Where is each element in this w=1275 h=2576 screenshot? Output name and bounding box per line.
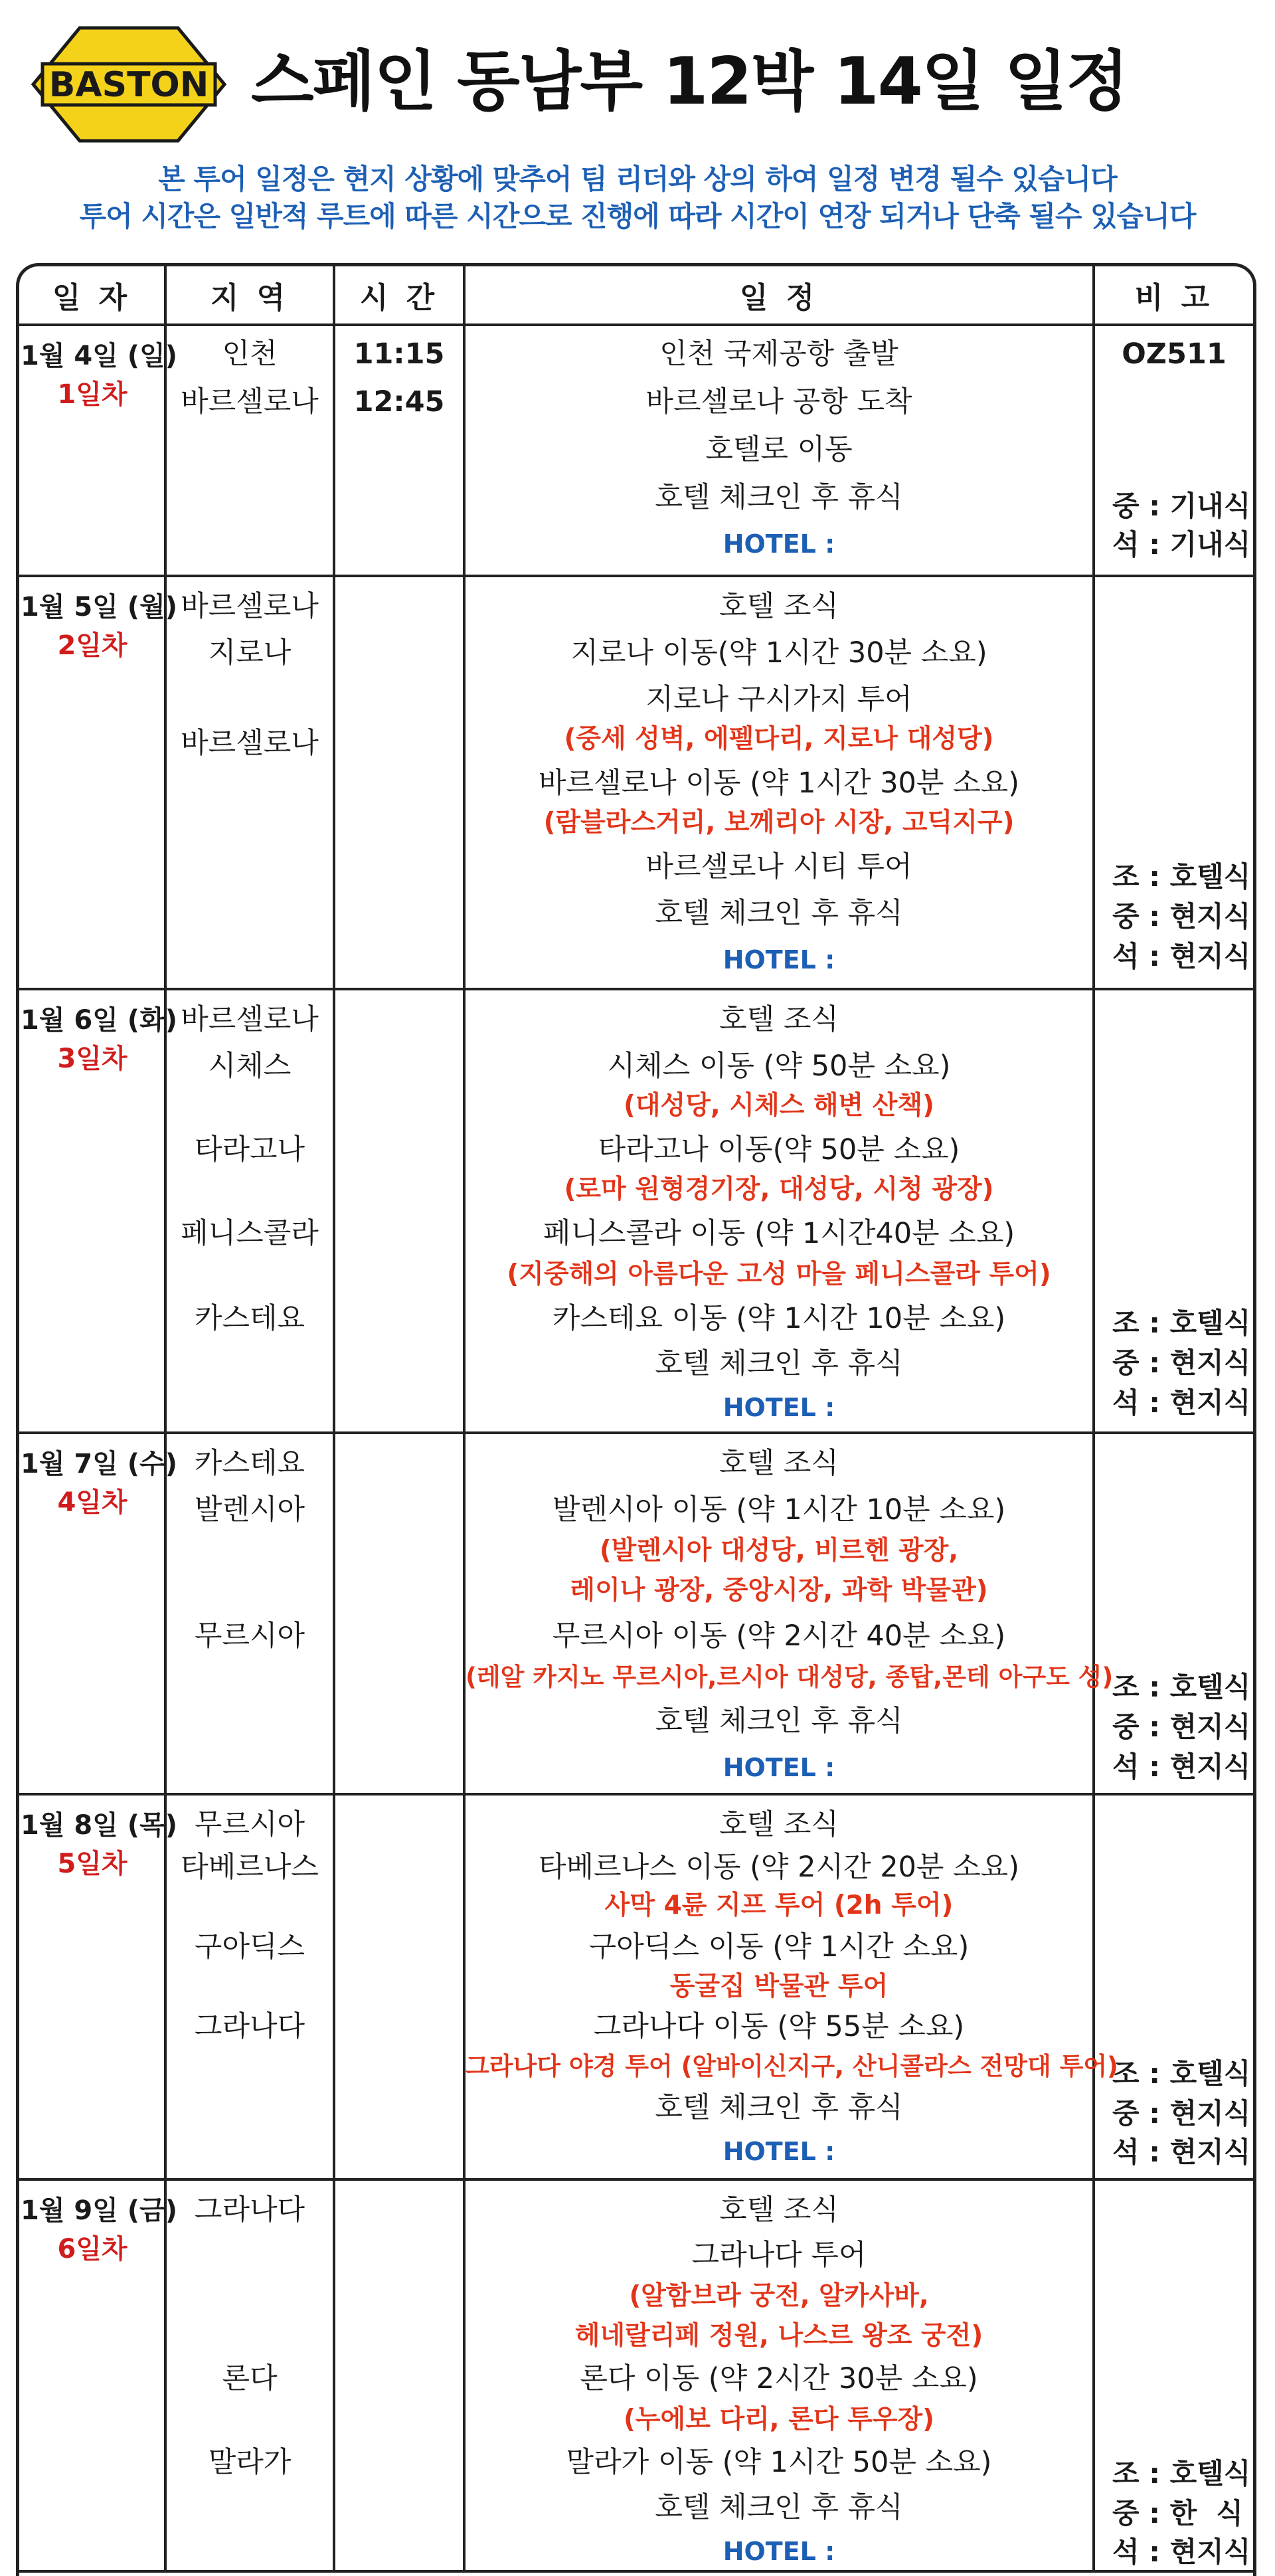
region-label: 카스테요	[194, 1302, 305, 1335]
schedule-item: 타라고나 이동(약 50분 소요)	[598, 1133, 960, 1166]
notes-cell	[1095, 2181, 1253, 2570]
schedule-cell	[466, 1434, 1114, 1793]
region-label: 무르시아	[194, 1808, 305, 1841]
meal-note: 조 : 호텔식	[1112, 2457, 1251, 2490]
notes-cell	[1095, 577, 1253, 988]
schedule-item: 시체스 이동 (약 50분 소요)	[607, 1050, 951, 1083]
schedule-highlight: (대성당, 시체스 해변 산책)	[624, 1091, 934, 1121]
schedule-item: 발렌시아 이동 (약 1시간 10분 소요)	[552, 1493, 1006, 1526]
date-label: 1월 4일 (일)	[21, 341, 177, 371]
time-cell	[335, 326, 466, 575]
hotel-label: HOTEL :	[722, 2137, 835, 2166]
time-label: 11:15	[353, 337, 445, 371]
schedule-highlight: (로마 원형경기장, 대성당, 시청 광장)	[564, 1174, 994, 1204]
meal-note: 조 : 호텔식	[1112, 1671, 1251, 1703]
region-label: 무르시아	[194, 1619, 305, 1653]
notice-line-1: 본 투어 일정은 현지 상황에 맞추어 팀 리더와 상의 하여 일정 변경 될수 있습니다	[158, 163, 1117, 195]
schedule-item: 호텔 체크인 후 휴식	[655, 1704, 903, 1738]
date-label: 1월 9일 (금)	[21, 2195, 177, 2226]
time-cell	[335, 990, 466, 1431]
time-cell	[335, 577, 466, 988]
hotel-label: HOTEL :	[722, 2537, 835, 2566]
schedule-item: 페니스콜라 이동 (약 1시간40분 소요)	[543, 1217, 1015, 1250]
schedule-item: 인천 국제공항 출발	[659, 337, 898, 371]
date-label: 1월 5일 (월)	[21, 592, 177, 622]
date-label: 1월 6일 (화)	[21, 1005, 177, 1036]
day-row-2	[19, 577, 1253, 990]
region-label: 바르셀로나	[181, 385, 319, 418]
header-region: 지 역	[167, 266, 335, 323]
meal-note: 석 : 현지식	[1112, 1386, 1251, 1419]
schedule-cell	[466, 577, 1095, 988]
hotel-label: HOTEL :	[722, 1393, 835, 1422]
schedule-item: 호텔 체크인 후 휴식	[655, 481, 903, 514]
date-cell	[19, 2181, 177, 2570]
schedule-highlight: (누에보 다리, 론다 투우장)	[624, 2405, 934, 2435]
schedule-cell	[466, 326, 1095, 575]
notes-cell	[1095, 326, 1253, 575]
schedule-item: 호텔 조식	[719, 2193, 839, 2227]
schedule-item: 지로나 구시가지 투어	[645, 683, 912, 716]
region-label: 그라나다	[194, 2010, 305, 2043]
meal-note: 중 : 현지식	[1112, 2097, 1251, 2130]
notes-cell	[1095, 1434, 1253, 1793]
notice-line-2: 투어 시간은 일반적 루트에 따른 시간으로 진행에 따라 시간이 연장 되거나 단축 될수 있습니다	[79, 200, 1196, 232]
schedule-item: 호텔 조식	[719, 1003, 839, 1036]
schedule-highlight: 동굴집 박물관 투어	[669, 1972, 889, 2001]
day-number: 6일차	[57, 2234, 128, 2264]
schedule-item: 구아딕스 이동 (약 1시간 소요)	[588, 1930, 970, 1964]
date-cell	[19, 1795, 177, 2178]
schedule-item: 론다 이동 (약 2시간 30분 소요)	[580, 2362, 978, 2395]
date-label: 1월 7일 (수)	[21, 1449, 177, 1479]
region-cell	[167, 1795, 335, 2178]
schedule-item: 호텔 조식	[719, 1447, 839, 1480]
schedule-item: 바르셀로나 이동 (약 1시간 30분 소요)	[539, 767, 1019, 800]
region-label: 페니스콜라	[181, 1217, 319, 1250]
day-number: 1일차	[57, 379, 128, 410]
meal-note: 중 : 기내식	[1112, 490, 1251, 522]
time-cell	[335, 1795, 466, 2178]
region-cell	[167, 2181, 335, 2570]
schedule-item: 그라나다 이동 (약 55분 소요)	[593, 2010, 965, 2043]
date-cell	[19, 990, 177, 1431]
notes-cell	[1095, 990, 1253, 1431]
day-row-1	[19, 326, 1253, 577]
day-row-3	[19, 990, 1253, 1434]
schedule-highlight: (레알 카지노 무르시아,르시아 대성당, 종탑,몬테 아구도 성)	[466, 1663, 1114, 1691]
schedule-item: 호텔로 이동	[705, 433, 853, 466]
meal-note: 중 : 현지식	[1112, 1346, 1251, 1379]
schedule-item: 타베르나스 이동 (약 2시간 20분 소요)	[539, 1851, 1019, 1884]
region-label: 시체스	[208, 1050, 292, 1083]
region-label: 바르셀로나	[181, 590, 319, 623]
date-label: 1월 8일 (목)	[21, 1810, 177, 1841]
region-label: 지로나	[208, 636, 292, 670]
day-number: 5일차	[57, 1849, 128, 1879]
time-cell	[335, 1434, 466, 1793]
meal-note: 조 : 호텔식	[1112, 860, 1251, 893]
schedule-item: 말라가 이동 (약 1시간 50분 소요)	[566, 2446, 992, 2479]
schedule-item: 호텔 조식	[719, 1808, 839, 1841]
region-label: 타라고나	[194, 1133, 305, 1166]
date-cell	[19, 326, 177, 575]
meal-note: 중 : 현지식	[1112, 1710, 1251, 1743]
page-header	[0, 0, 1275, 252]
day-number: 4일차	[57, 1487, 128, 1518]
hotel-label: HOTEL :	[722, 1753, 835, 1782]
header-schedule: 일 정	[466, 266, 1095, 323]
region-label: 카스테요	[194, 1447, 305, 1480]
flight-number: OZ511	[1122, 337, 1227, 371]
region-cell	[167, 577, 335, 988]
baston-logo	[31, 25, 227, 143]
schedule-item: 바르셀로나 공항 도착	[645, 385, 912, 418]
schedule-highlight: 레이나 광장, 중앙시장, 과학 박물관)	[570, 1576, 988, 1606]
schedule-item: 호텔 조식	[719, 590, 839, 623]
schedule-item: 호텔 체크인 후 휴식	[655, 2091, 903, 2124]
hotel-label: HOTEL :	[722, 945, 835, 974]
schedule-item: 무르시아 이동 (약 2시간 40분 소요)	[552, 1619, 1006, 1653]
schedule-highlight: 사막 4륜 지프 투어 (2h 투어)	[604, 1890, 954, 1920]
schedule-highlight: (알함브라 궁전, 알카사바,	[629, 2281, 929, 2311]
schedule-cell	[466, 990, 1095, 1431]
day-row-6	[19, 2181, 1253, 2573]
meal-note: 석 : 현지식	[1112, 1750, 1251, 1783]
table-header-row	[19, 266, 1253, 326]
schedule-highlight: (발렌시아 대성당, 비르헨 광장,	[599, 1536, 959, 1566]
logo-text: BASTON	[48, 65, 209, 105]
header-time: 시 간	[335, 266, 466, 323]
region-cell	[167, 326, 335, 575]
meal-note: 중 : 현지식	[1112, 900, 1251, 933]
schedule-item: 호텔 체크인 후 휴식	[655, 2491, 903, 2524]
time-cell	[335, 2181, 466, 2570]
region-label: 인천	[222, 337, 278, 371]
region-label: 타베르나스	[181, 1851, 319, 1884]
meal-note: 석 : 기내식	[1112, 528, 1251, 561]
header-date: 일 자	[19, 266, 167, 323]
schedule-item: 지로나 이동(약 1시간 30분 소요)	[570, 636, 987, 670]
meal-note: 석 : 현지식	[1112, 2535, 1251, 2568]
schedule-highlight: (중세 성벽, 에펠다리, 지로나 대성당)	[564, 724, 994, 754]
schedule-item: 바르셀로나 시티 투어	[645, 850, 912, 883]
date-cell	[19, 577, 177, 988]
day-number: 3일차	[57, 1044, 128, 1074]
schedule-cell	[466, 1795, 1118, 2178]
schedule-item: 카스테요 이동 (약 1시간 10분 소요)	[552, 1302, 1006, 1335]
region-label: 구아딕스	[194, 1930, 305, 1964]
page-title: 스페인 동남부 12박 14일 일정	[251, 44, 1128, 120]
region-cell	[167, 990, 335, 1431]
schedule-highlight: (지중해의 아름다운 고성 마을 페니스콜라 투어)	[507, 1259, 1051, 1289]
header-notes: 비 고	[1134, 281, 1214, 315]
region-label: 말라가	[208, 2446, 292, 2479]
itinerary-table	[16, 263, 1256, 2576]
schedule-highlight: (람블라스거리, 보께리아 시장, 고딕지구)	[543, 808, 1015, 838]
schedule-item: 그라나다 투어	[691, 2239, 867, 2272]
region-label: 바르셀로나	[181, 1003, 319, 1036]
meal-note: 중 : 한 식	[1112, 2497, 1244, 2530]
region-cell	[167, 1434, 335, 1793]
meal-note: 석 : 현지식	[1112, 2136, 1251, 2168]
meal-note: 석 : 현지식	[1112, 940, 1251, 972]
notes-cell	[1095, 1795, 1253, 2178]
day-row-5	[19, 1795, 1253, 2181]
schedule-highlight: 그라나다 야경 투어 (알바이신지구, 산니콜라스 전망대 투어)	[466, 2052, 1118, 2080]
schedule-highlight: 헤네랄리페 정원, 나스르 왕조 궁전)	[574, 2321, 983, 2351]
schedule-item: 호텔 체크인 후 휴식	[655, 1347, 903, 1380]
date-cell	[19, 1434, 177, 1793]
region-label: 론다	[222, 2362, 278, 2395]
meal-note: 조 : 호텔식	[1112, 1307, 1251, 1339]
day-row-4	[19, 1434, 1253, 1795]
region-label: 발렌시아	[194, 1493, 305, 1526]
meal-note: 조 : 호텔식	[1112, 2057, 1251, 2090]
day-number: 2일차	[57, 630, 128, 661]
region-label: 그라나다	[194, 2193, 305, 2227]
region-label: 바르셀로나	[181, 727, 319, 760]
schedule-item: 호텔 체크인 후 휴식	[655, 897, 903, 930]
hotel-label: HOTEL :	[722, 529, 835, 559]
schedule-cell	[466, 2181, 1095, 2570]
time-label: 12:45	[353, 385, 445, 418]
